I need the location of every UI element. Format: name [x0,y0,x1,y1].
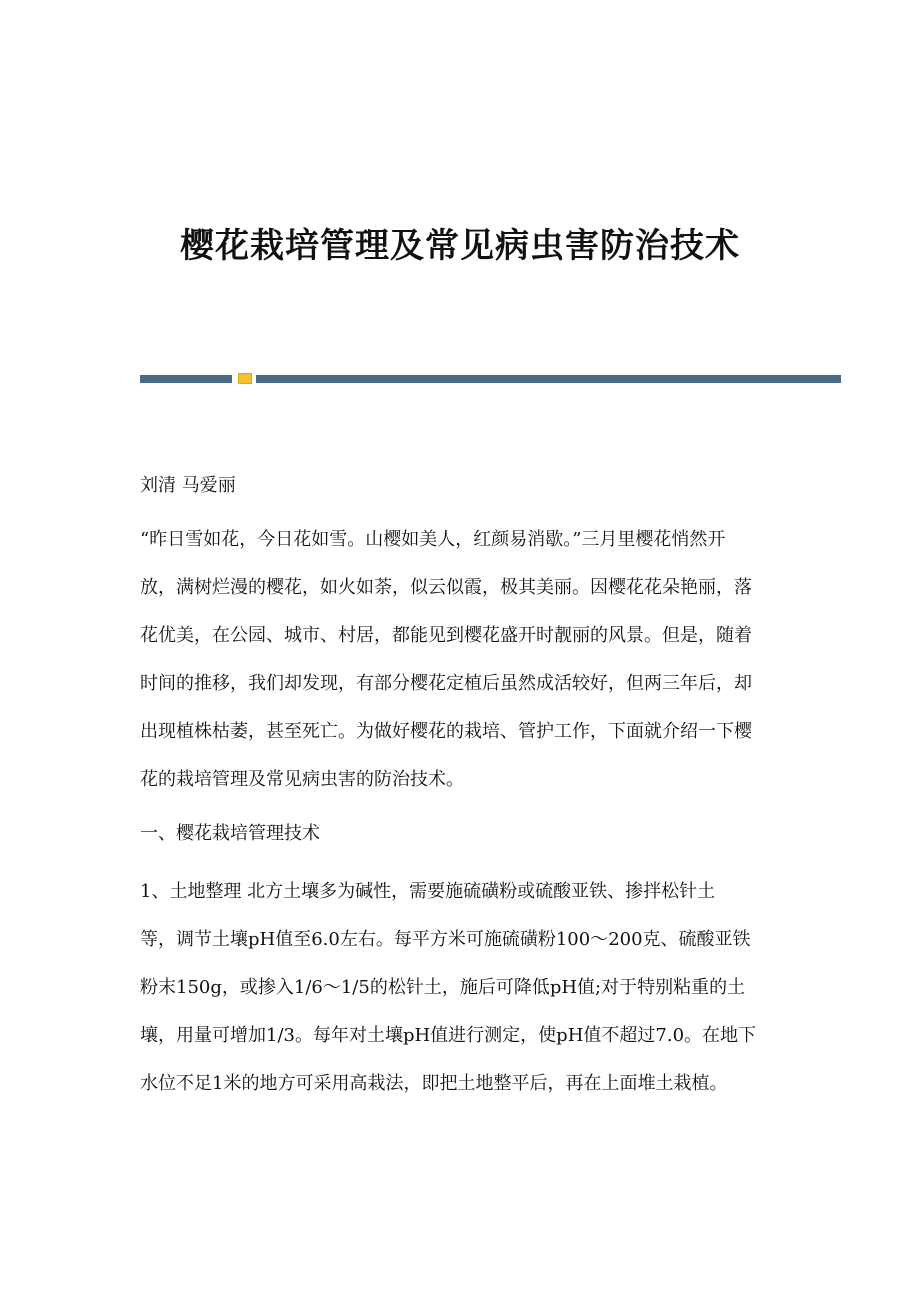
decorative-divider-right [256,375,841,383]
section-line: 壤，用量可增加1/3。每年对土壤pH值进行测定，使pH值不超过7.0。在地下 [140,1025,757,1046]
intro-line: “昨日雪如花，今日花如雪。山樱如美人，红颜易消歇。”三月里樱花悄然开 [140,529,726,550]
decorative-divider-left [140,375,232,383]
intro-line: 出现植株枯萎，甚至死亡。为做好樱花的栽培、管护工作，下面就介绍一下樱 [140,721,752,742]
intro-line: 花优美，在公园、城市、村居，都能见到樱花盛开时靓丽的风景。但是，随着 [140,625,752,646]
intro-line: 时间的推移，我们却发现，有部分樱花定植后虽然成活较好，但两三年后，却 [140,673,752,694]
intro-line: 花的栽培管理及常见病虫害的防治技术。 [140,769,464,790]
intro-line: 放，满树烂漫的樱花，如火如荼，似云似霞，极其美丽。因樱花花朵艳丽，落 [140,577,752,598]
section-line: 粉末150g，或掺入1/6～1/5的松针土，施后可降低pH值;对于特别粘重的土 [140,977,746,998]
document-title: 樱花栽培管理及常见病虫害防治技术 [180,226,740,266]
section-line: 水位不足1米的地方可采用高栽法，即把土地整平后，再在上面堆土栽植。 [140,1073,728,1094]
envelope-icon [238,373,252,384]
authors: 刘清 马爱丽 [140,475,236,496]
section-line: 等，调节土壤pH值至6.0左右。每平方米可施硫磺粉100～200克、硫酸亚铁 [140,929,751,950]
section-line: 1、土地整理 北方土壤多为碱性，需要施硫磺粉或硫酸亚铁、掺拌松针土 [140,881,716,902]
section-heading: 一、樱花栽培管理技术 [140,823,320,844]
